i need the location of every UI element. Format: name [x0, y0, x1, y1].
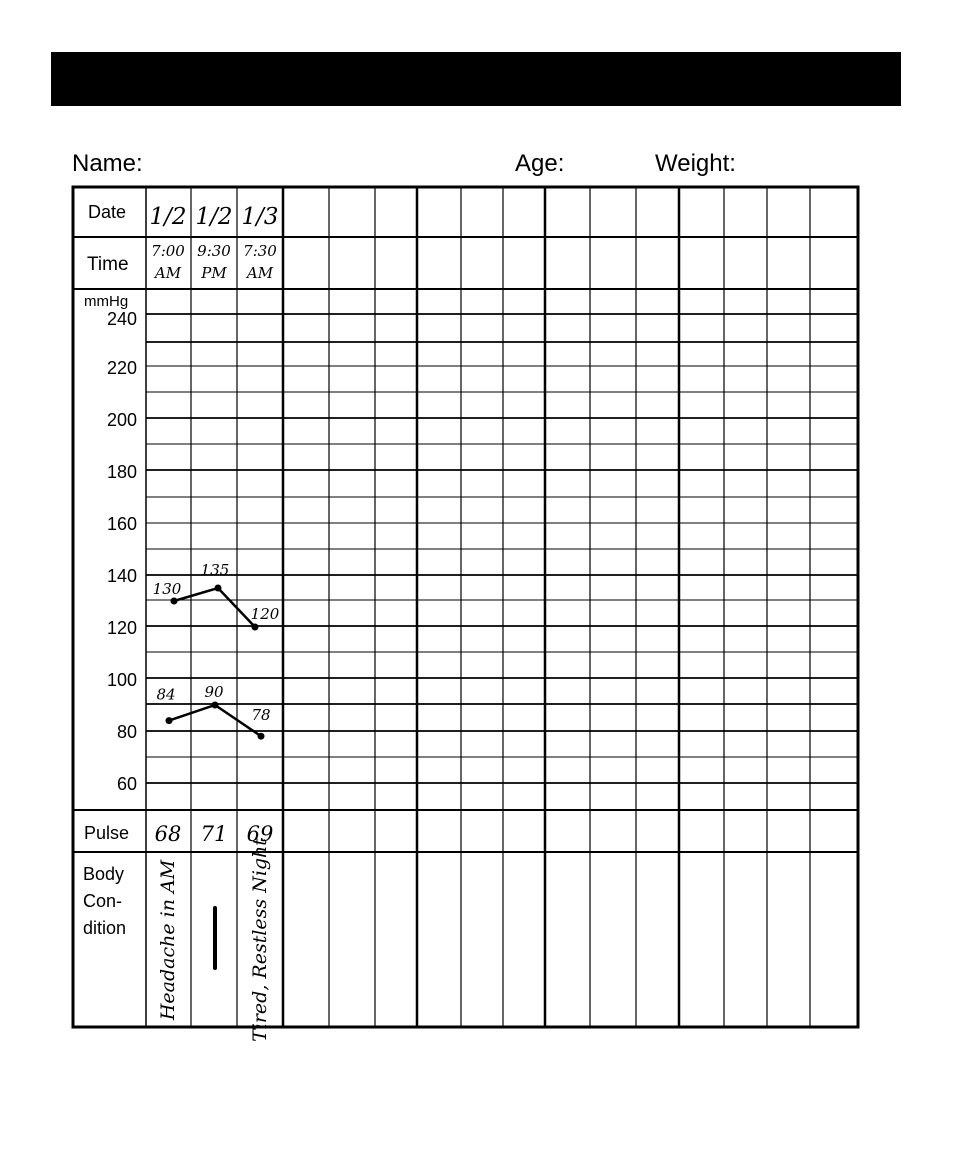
y-tick-label: 240 — [106, 309, 137, 329]
time-cell-hour: 7:30 — [243, 242, 277, 260]
y-tick-label: 140 — [106, 566, 137, 586]
data-point — [212, 702, 219, 709]
data-label: 130 — [152, 580, 182, 598]
body-condition-label: dition — [83, 918, 127, 938]
y-tick-label: 220 — [106, 358, 137, 378]
pulse-row-label: Pulse — [84, 823, 130, 843]
date-cell: 1/2 — [149, 204, 187, 230]
date-row-label: Date — [88, 202, 127, 222]
pulse-cell: 68 — [154, 822, 182, 846]
pulse-cell: 69 — [246, 822, 274, 846]
y-tick-label: 60 — [116, 774, 137, 794]
data-point — [252, 624, 259, 631]
body-condition-label: Body — [83, 864, 125, 884]
weight-label: Weight: — [655, 150, 736, 177]
data-point — [171, 598, 178, 605]
data-label: 84 — [156, 685, 176, 704]
y-tick-label: 120 — [106, 618, 137, 638]
y-tick-label: 160 — [106, 514, 137, 534]
data-label: 78 — [251, 706, 271, 725]
age-label: Age: — [515, 150, 565, 177]
body-condition-label: Con- — [83, 891, 123, 911]
time-cell-hour: 7:00 — [151, 242, 185, 260]
time-cell-ampm: PM — [201, 264, 227, 282]
date-cell: 1/3 — [241, 204, 279, 230]
data-point — [166, 717, 173, 724]
y-tick-label: 80 — [116, 722, 137, 742]
data-point — [215, 585, 222, 592]
data-label: 135 — [200, 561, 230, 579]
time-cell-ampm: AM — [154, 264, 182, 282]
unit-label: mmHg — [84, 293, 129, 310]
data-label: 90 — [204, 683, 224, 701]
data-label: 120 — [250, 605, 280, 623]
pulse-cell: 71 — [200, 822, 228, 846]
time-cell-hour: 9:30 — [197, 242, 231, 260]
body-condition-cell: Headache in AM — [157, 859, 179, 1021]
data-point — [258, 733, 265, 740]
series-line — [174, 588, 255, 627]
y-tick-label: 200 — [106, 410, 137, 430]
date-cell: 1/2 — [195, 204, 233, 230]
y-tick-label: 100 — [106, 670, 137, 690]
time-cell-ampm: AM — [246, 264, 274, 282]
time-row-label: Time — [87, 254, 129, 275]
y-tick-label: 180 — [106, 462, 137, 482]
name-label: Name: — [72, 150, 143, 177]
body-condition-cell: Tired, Restless Night — [249, 838, 271, 1042]
